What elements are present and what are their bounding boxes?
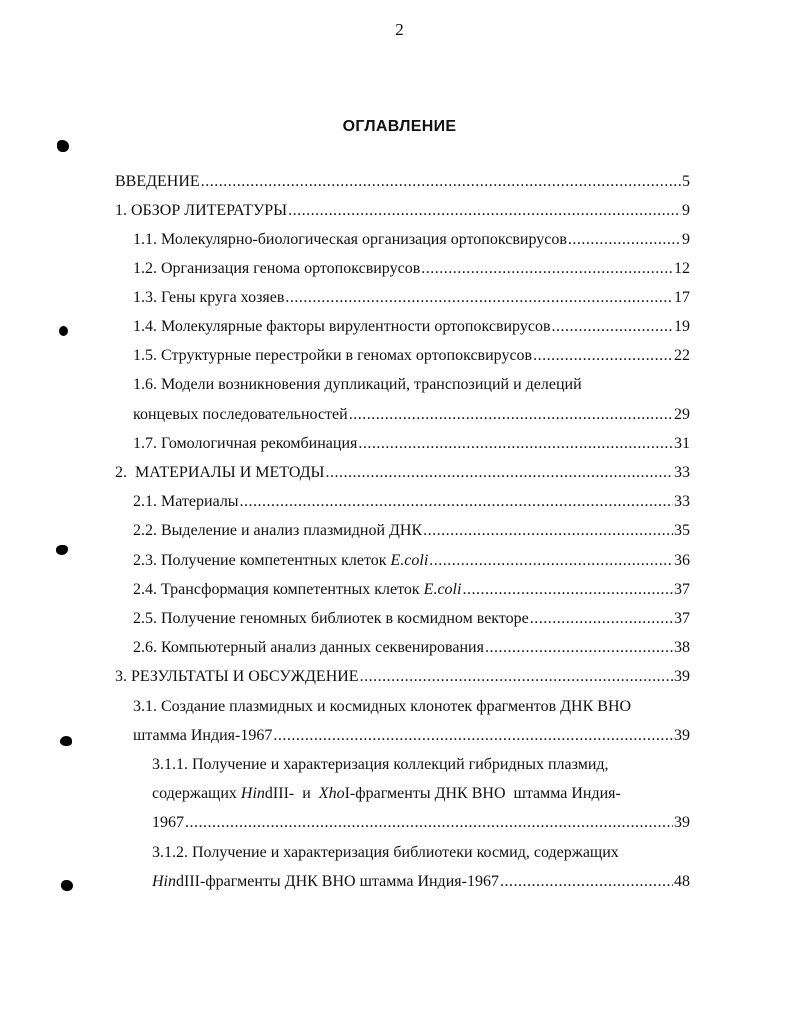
toc-entry-page: 39 <box>674 814 690 831</box>
toc-entry-page: 31 <box>674 435 690 452</box>
toc-heading: ОГЛАВЛЕНИЕ <box>342 118 457 135</box>
leader-dots <box>423 519 673 543</box>
toc-entry-title-italic: E.coli <box>390 552 429 569</box>
toc-entry-page: 37 <box>674 610 690 627</box>
leader-dots <box>429 549 673 573</box>
leader-dots <box>288 199 681 223</box>
toc-entry-1-3[interactable] <box>133 286 690 310</box>
toc-entry-section-2[interactable] <box>115 461 690 485</box>
toc-entry-title <box>133 549 428 573</box>
toc-entry-title: 1.1. Молекулярно-биологическая организация ортопоксвирусов <box>133 231 567 248</box>
toc-entry-2-1[interactable] <box>133 490 690 514</box>
toc-entry-title: ВВЕДЕНИЕ <box>115 173 200 190</box>
toc-entry-1-1[interactable] <box>133 228 690 252</box>
toc-entry-1-4[interactable] <box>133 315 690 339</box>
leader-dots <box>533 344 673 368</box>
toc-text-italic: Hin <box>152 873 176 890</box>
leader-dots <box>349 403 673 427</box>
toc-entry-1-2[interactable] <box>133 257 690 281</box>
toc-entry-page: 9 <box>682 202 690 219</box>
toc-entry-page: 5 <box>682 173 690 190</box>
leader-dots <box>185 811 673 835</box>
toc-entry-page: 35 <box>674 522 690 539</box>
scan-smudge <box>56 545 68 555</box>
toc-entry-page: 39 <box>674 668 690 685</box>
toc-entry-page: 19 <box>674 318 690 335</box>
scan-smudge <box>59 326 68 336</box>
toc-entry-2-5[interactable] <box>133 607 690 631</box>
leader-dots <box>500 870 673 894</box>
page-number: 2 <box>395 20 404 39</box>
toc-entry-1-6-line1[interactable]: 1.6. Модели возникновения дупликаций, транспозиций и делеций <box>133 376 582 393</box>
toc-entry-title: 1.7. Гомологичная рекомбинация <box>133 435 358 452</box>
toc-entry-page: 33 <box>674 464 690 481</box>
toc-entry-section-1[interactable] <box>115 199 690 223</box>
leader-dots <box>462 578 673 602</box>
scan-smudge <box>57 140 69 152</box>
toc-entry-3-1-2-line1[interactable]: 3.1.2. Получение и характеризация библиотеки космид, содержащих <box>152 844 619 861</box>
leader-dots <box>552 315 674 339</box>
toc-entry-title: 1.3. Гены круга хозяев <box>133 289 285 306</box>
toc-entry-2-4[interactable] <box>133 578 690 602</box>
toc-entry-page: 12 <box>674 260 690 277</box>
toc-entry-title-text: 2.4. Трансформация компетентных клеток <box>133 581 424 598</box>
toc-entry-2-6[interactable] <box>133 636 690 660</box>
toc-entry-title <box>152 870 499 894</box>
toc-entry-page: 22 <box>674 347 690 364</box>
toc-entry-title: 1.2. Организация генома ортопоксвирусов <box>133 260 421 277</box>
leader-dots <box>273 724 673 748</box>
toc-entry-title: 2.2. Выделение и анализ плазмидной ДНК <box>133 522 423 539</box>
toc-entry-page: 17 <box>674 289 690 306</box>
toc-text: I-фрагменты ДНК ВНО штамма Индия- <box>344 785 621 802</box>
toc-entry-title <box>133 578 461 602</box>
toc-entry-1-7[interactable] <box>133 432 690 456</box>
toc-entry-page: 39 <box>674 727 690 744</box>
toc-entry-3-1-line1[interactable]: 3.1. Создание плазмидных и космидных клонотек фрагментов ДНК ВНО <box>133 698 632 715</box>
toc-entry-page: 9 <box>682 231 690 248</box>
toc-entry-title: 2.6. Компьютерный анализ данных секвенирования <box>133 639 484 656</box>
leader-dots <box>530 607 673 631</box>
toc-entry-title: 1.5. Структурные перестройки в геномах ортопоксвирусов <box>133 347 533 364</box>
toc-text-italic: Xho <box>318 785 345 802</box>
toc-entry-2-3[interactable] <box>133 549 690 573</box>
leader-dots <box>568 228 681 252</box>
toc-entry-title: 2.5. Получение геномных библиотек в космидном векторе <box>133 610 529 627</box>
leader-dots <box>325 461 673 485</box>
toc-entry-section-3[interactable] <box>115 665 690 689</box>
toc-entry-3-1-line2[interactable] <box>133 724 690 748</box>
toc-entry-title-text: 2.3. Получение компетентных клеток <box>133 552 391 569</box>
scan-smudge <box>60 736 72 746</box>
toc-entry-2-2[interactable] <box>133 519 690 543</box>
toc-entry-page: 33 <box>674 493 690 510</box>
toc-entry-title: 3. РЕЗУЛЬТАТЫ И ОБСУЖДЕНИЕ <box>115 668 359 685</box>
toc-entry-title: 1. ОБЗОР ЛИТЕРАТУРЫ <box>115 202 288 219</box>
scan-smudge <box>61 880 73 891</box>
toc-entry-title: концевых последовательностей <box>133 406 348 423</box>
toc-entry-page: 36 <box>674 552 690 569</box>
leader-dots <box>240 490 673 514</box>
toc-entry-intro[interactable] <box>115 170 690 194</box>
leader-dots <box>485 636 673 660</box>
leader-dots <box>360 665 673 689</box>
toc-entry-page: 29 <box>674 406 690 423</box>
toc-text: содержащих <box>152 785 241 802</box>
toc-entry-page: 37 <box>674 581 690 598</box>
leader-dots <box>285 286 673 310</box>
toc-entry-1-6-line2[interactable] <box>133 403 690 427</box>
toc-entry-title: 2.1. Материалы <box>133 493 239 510</box>
leader-dots <box>421 257 673 281</box>
toc-entry-title: 1.4. Молекулярные факторы вирулентности ортопоксвирусов <box>133 318 551 335</box>
toc-entry-page: 48 <box>674 873 690 890</box>
toc-entry-3-1-2-line2[interactable] <box>152 870 690 894</box>
toc-text: dIII- и <box>264 785 319 802</box>
toc-entry-page: 38 <box>674 639 690 656</box>
toc-entry-title-italic: E.coli <box>423 581 462 598</box>
toc-text-italic: Hin <box>240 785 265 802</box>
toc-entry-3-1-1-line3[interactable] <box>152 811 690 835</box>
toc-entry-3-1-1-line1[interactable]: 3.1.1. Получение и характеризация коллекций гибридных плазмид, <box>152 756 609 773</box>
toc-entry-3-1-1-line2[interactable] <box>152 782 690 806</box>
toc-text: dIII-фрагменты ДНК ВНО штамма Индия-1967 <box>176 873 499 890</box>
toc-entry-title: 2. МАТЕРИАЛЫ И МЕТОДЫ <box>115 464 325 481</box>
toc-entry-title: 1967 <box>152 814 184 831</box>
leader-dots <box>201 170 681 194</box>
toc-entry-1-5[interactable] <box>133 344 690 368</box>
toc-entry-title: штамма Индия-1967 <box>133 727 273 744</box>
leader-dots <box>358 432 673 456</box>
